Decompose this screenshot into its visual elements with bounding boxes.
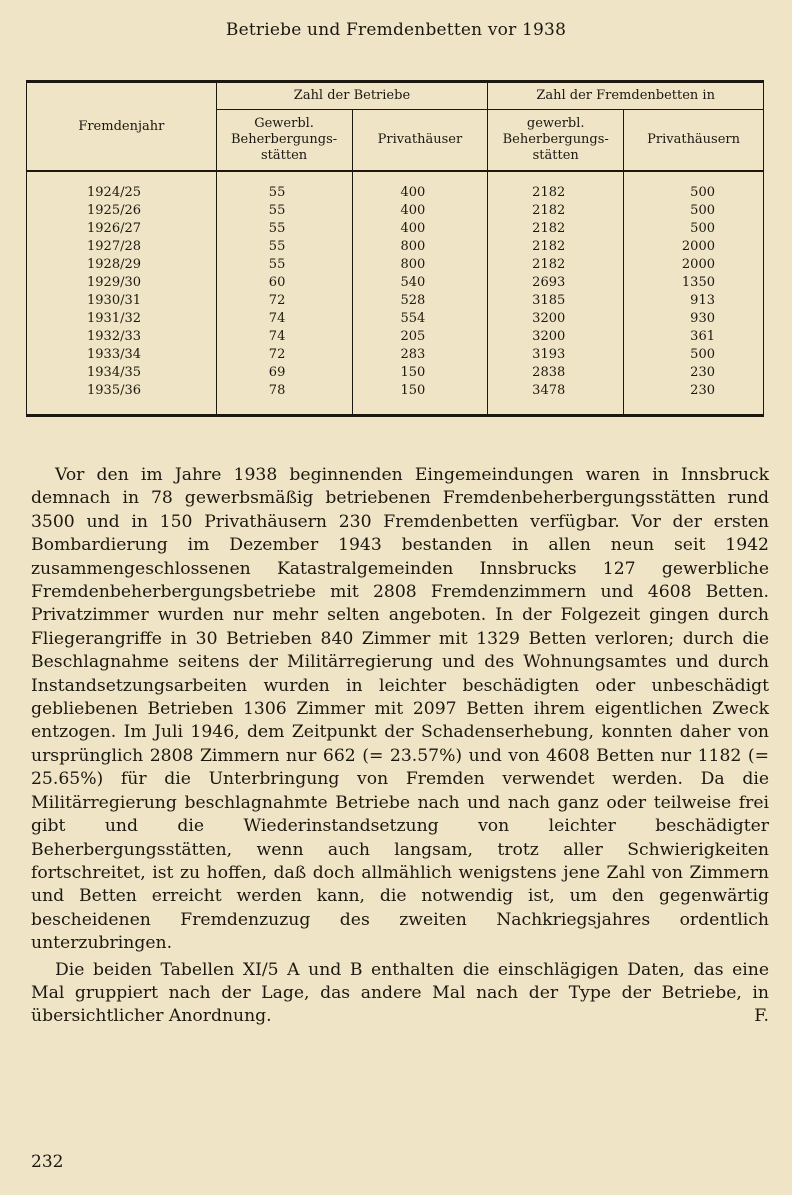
table-cell: 2182 bbox=[488, 220, 624, 238]
header-group-betriebe: Zahl der Betriebe bbox=[216, 83, 488, 110]
header-betten-privat: Privathäusern bbox=[624, 110, 764, 172]
header-line: gewerbl. bbox=[526, 116, 585, 131]
table-row bbox=[27, 292, 764, 310]
paragraph-2 bbox=[31, 959, 769, 1029]
table-cell: 1925/26 bbox=[27, 202, 217, 220]
table-cell: 2182 bbox=[488, 171, 624, 202]
table-cell: 500 bbox=[624, 171, 764, 202]
paragraph-2-text: Die beiden Tabellen XI/5 A und B enthalten die einschlägigen Daten, das eine Mal gruppiert nach der Lage, das andere Mal nach der Type der Betriebe, in übersichtlicher Anordnung. bbox=[31, 959, 769, 1027]
table-row bbox=[27, 256, 764, 274]
header-betriebe-gewerbl bbox=[216, 110, 352, 172]
table-cell: 2182 bbox=[488, 238, 624, 256]
table-row bbox=[27, 310, 764, 328]
table-cell: 1932/33 bbox=[27, 328, 217, 346]
table-cell: 528 bbox=[352, 292, 488, 310]
table-cell: 150 bbox=[352, 382, 488, 414]
table-cell: 930 bbox=[624, 310, 764, 328]
table-cell: 55 bbox=[216, 238, 352, 256]
header-line: Beherbergungs- bbox=[230, 132, 338, 147]
table-cell: 55 bbox=[216, 256, 352, 274]
table-cell: 540 bbox=[352, 274, 488, 292]
table-cell: 500 bbox=[624, 346, 764, 364]
table-cell: 2838 bbox=[488, 364, 624, 382]
table-row bbox=[27, 238, 764, 256]
table-cell: 78 bbox=[216, 382, 352, 414]
table-cell: 554 bbox=[352, 310, 488, 328]
table-cell: 3185 bbox=[488, 292, 624, 310]
table-cell: 55 bbox=[216, 171, 352, 202]
table-body bbox=[27, 171, 764, 414]
table-cell: 2182 bbox=[488, 202, 624, 220]
header-betten-gewerbl bbox=[488, 110, 624, 172]
table-cell: 1929/30 bbox=[27, 274, 217, 292]
table-cell: 1924/25 bbox=[27, 171, 217, 202]
table-cell: 1930/31 bbox=[27, 292, 217, 310]
table-cell: 1350 bbox=[624, 274, 764, 292]
table-cell: 361 bbox=[624, 328, 764, 346]
header-group-betten: Zahl der Fremdenbetten in bbox=[488, 83, 764, 110]
table-cell: 500 bbox=[624, 220, 764, 238]
table-cell: 1933/34 bbox=[27, 346, 217, 364]
table-cell: 2693 bbox=[488, 274, 624, 292]
table-cell: 3200 bbox=[488, 310, 624, 328]
table-cell: 230 bbox=[624, 364, 764, 382]
body-text bbox=[31, 464, 769, 1029]
table-cell: 1927/28 bbox=[27, 238, 217, 256]
data-table bbox=[26, 83, 764, 414]
table-cell: 3478 bbox=[488, 382, 624, 414]
statistics-table bbox=[26, 80, 764, 417]
header-line: Beherbergungs- bbox=[502, 132, 609, 147]
table-row bbox=[27, 364, 764, 382]
table-cell: 400 bbox=[352, 220, 488, 238]
table-cell: 400 bbox=[352, 171, 488, 202]
table-cell: 800 bbox=[352, 238, 488, 256]
table-row bbox=[27, 220, 764, 238]
table-cell: 2182 bbox=[488, 256, 624, 274]
table-cell: 913 bbox=[624, 292, 764, 310]
table-cell: 74 bbox=[216, 310, 352, 328]
table-cell: 1934/35 bbox=[27, 364, 217, 382]
table-cell: 74 bbox=[216, 328, 352, 346]
table-cell: 150 bbox=[352, 364, 488, 382]
table-cell: 69 bbox=[216, 364, 352, 382]
table-cell: 72 bbox=[216, 292, 352, 310]
table-row bbox=[27, 202, 764, 220]
table-row bbox=[27, 382, 764, 414]
page-number: 232 bbox=[31, 1152, 64, 1172]
table-cell: 283 bbox=[352, 346, 488, 364]
table-cell: 230 bbox=[624, 382, 764, 414]
table-cell: 500 bbox=[624, 202, 764, 220]
header-fremdenjahr: Fremdenjahr bbox=[27, 83, 217, 171]
header-betriebe-privat: Privathäuser bbox=[352, 110, 488, 172]
table-cell: 60 bbox=[216, 274, 352, 292]
table-cell: 72 bbox=[216, 346, 352, 364]
signature: F. bbox=[754, 1006, 769, 1027]
table-row bbox=[27, 171, 764, 202]
table-cell: 2000 bbox=[624, 238, 764, 256]
header-line: stätten bbox=[532, 148, 579, 163]
table-cell: 800 bbox=[352, 256, 488, 274]
table-cell: 1931/32 bbox=[27, 310, 217, 328]
table-row bbox=[27, 346, 764, 364]
table-cell: 205 bbox=[352, 328, 488, 346]
paragraph-1: Vor den im Jahre 1938 beginnenden Eingemeindungen waren in Innsbruck demnach in 78 gewerbsmäßig betriebenen Fremdenbeherbergungsstätten rund 3500 und in 150 Privathäusern 230 Fremdenbetten verfügbar. Vor der ersten Bombardierung im Dezember 1943 bestanden in allen neun seit 1942 zusammengeschlossenen Katastralgemeinden Innsbrucks 127 gewerbliche Fremdenbeherbergungsbetriebe mit 2808 Fremdenzimmern und 4608 Betten. Privatzimmer wurden nur mehr selten angeboten. In der Folgezeit gingen durch Fliegerangriffe in 30 Betrieben 840 Zimmer mit 1329 Betten verloren; durch die Beschlagnahme seitens der Militärregierung und des Wohnungsamtes und durch Instandsetzungsarbeiten wurden in leichter beschädigten oder unbeschädigt gebliebenen Betrieben 1306 Zimmer mit 2097 Betten ihrem eigentlichen Zweck entzogen. Im Juli 1946, dem Zeitpunkt der Schadenserhebung, konnten daher von ursprünglich 2808 Zimmern nur 662 (= 23.57%) und von 4608 Betten nur 1182 (= 25.65%) für die Unterbringung von Fremden verwendet werden. Da die Militärregierung beschlagnahmte Betriebe nach und nach ganz oder teilweise frei gibt und die Wiederinstandsetzung von leichter beschädigter Beherbergungsstätten, wenn auch langsam, trotz aller Schwierigkeiten fortschreitet, ist zu hoffen, daß doch allmählich wenigstens jene Zahl von Zimmern und Betten erreicht werden kann, die notwendig ist, um den gegenwärtig bescheidenen Fremdenzuzug des zweiten Nachkriegsjahres ordentlich unterzubringen. bbox=[31, 465, 769, 954]
table-cell: 3200 bbox=[488, 328, 624, 346]
table-cell: 1935/36 bbox=[27, 382, 217, 414]
table-cell: 2000 bbox=[624, 256, 764, 274]
table-cell: 3193 bbox=[488, 346, 624, 364]
table-cell: 400 bbox=[352, 202, 488, 220]
table-cell: 55 bbox=[216, 202, 352, 220]
table-cell: 1926/27 bbox=[27, 220, 217, 238]
table-row bbox=[27, 274, 764, 292]
table-cell: 55 bbox=[216, 220, 352, 238]
header-line: Gewerbl. bbox=[254, 116, 314, 131]
table-cell: 1928/29 bbox=[27, 256, 217, 274]
header-line: stätten bbox=[260, 148, 308, 163]
page-title: Betriebe und Fremdenbetten vor 1938 bbox=[225, 20, 567, 40]
table-row bbox=[27, 328, 764, 346]
